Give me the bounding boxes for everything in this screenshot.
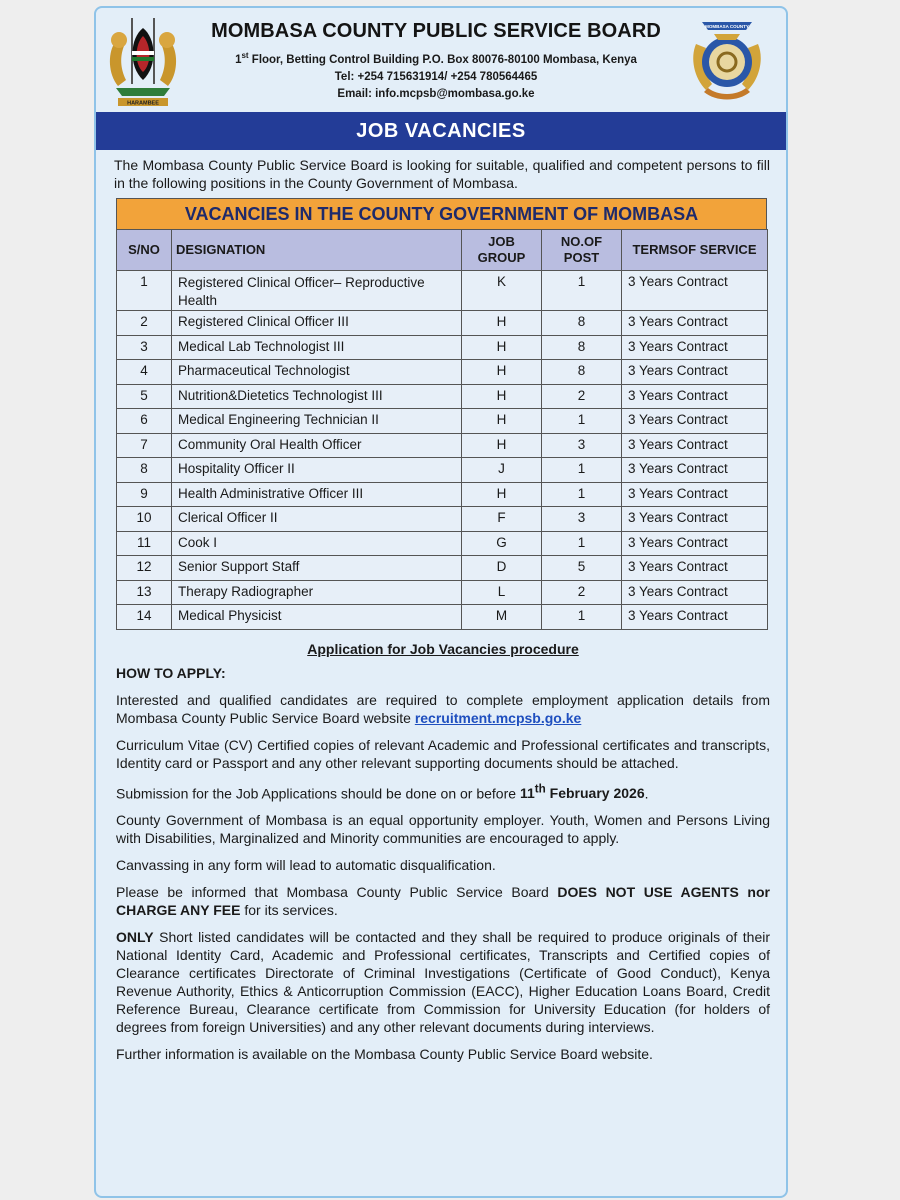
- cell-posts: 8: [542, 311, 622, 336]
- cell-posts: 1: [542, 531, 622, 556]
- svg-text:MOMBASA COUNTY: MOMBASA COUNTY: [705, 24, 749, 29]
- paragraph-deadline: Submission for the Job Applications should be done on or before 11th February 2026.: [116, 782, 649, 802]
- cell-posts: 3: [542, 433, 622, 458]
- vacancies-table: [116, 229, 768, 630]
- cell-terms: 3 Years Contract: [622, 605, 768, 630]
- cell-group: H: [462, 482, 542, 507]
- cell-posts: 8: [542, 335, 622, 360]
- cell-designation: Medical Lab Technologist III: [172, 335, 462, 360]
- table-row: [117, 605, 768, 630]
- cell-group: H: [462, 433, 542, 458]
- cell-sno: 10: [117, 507, 172, 532]
- col-header-designation: DESIGNATION: [172, 230, 462, 271]
- table-row: [117, 580, 768, 605]
- cell-sno: 14: [117, 605, 172, 630]
- cell-group: H: [462, 311, 542, 336]
- cell-posts: 2: [542, 384, 622, 409]
- table-row: [117, 409, 768, 434]
- col-header-sno: S/NO: [117, 230, 172, 271]
- cell-terms: 3 Years Contract: [622, 556, 768, 581]
- cell-sno: 3: [117, 335, 172, 360]
- paragraph-shortlisted: ONLY Short listed candidates will be contacted and they shall be required to produce originals of their National Identity Card, Academic and Professional certificates, Transcripts and Certified copies of Clearance certificates Directorate of Criminal Investigations (Certificate of Good Conduct), Kenya Revenue Authority, Ethics & Anticorruption Commission (EACC), Higher Education Loans Board, Credit Reference Bureau, Clearance certificate from Commission for University Education (for holders of degrees from foreign Universities) and any other relevant documents during interviews.: [116, 929, 770, 1036]
- table-row: [117, 556, 768, 581]
- cell-terms: 3 Years Contract: [622, 409, 768, 434]
- cell-designation: Community Oral Health Officer: [172, 433, 462, 458]
- email-line: Email: info.mcpsb@mombasa.go.ke: [337, 87, 535, 100]
- cell-group: F: [462, 507, 542, 532]
- cell-posts: 8: [542, 360, 622, 385]
- cell-sno: 7: [117, 433, 172, 458]
- cell-group: H: [462, 360, 542, 385]
- cell-designation: Registered Clinical Officer– Reproductive Health: [172, 271, 462, 311]
- cell-group: H: [462, 335, 542, 360]
- svg-text:HARAMBEE: HARAMBEE: [127, 100, 159, 107]
- table-row: [117, 482, 768, 507]
- cell-designation: Pharmaceutical Technologist: [172, 360, 462, 385]
- table-row: [117, 458, 768, 483]
- mombasa-county-seal-icon: [686, 14, 768, 108]
- cell-designation: Senior Support Staff: [172, 556, 462, 581]
- cell-group: K: [462, 271, 542, 311]
- cell-terms: 3 Years Contract: [622, 335, 768, 360]
- table-row: [117, 433, 768, 458]
- cell-designation: Cook I: [172, 531, 462, 556]
- cell-designation: Clerical Officer II: [172, 507, 462, 532]
- intro-text: The Mombasa County Public Service Board is looking for suitable, qualified and competent persons to fill in the following positions in the County Government of Mombasa.: [114, 157, 770, 191]
- table-row: [117, 335, 768, 360]
- paragraph-further-info: Further information is available on the Mombasa County Public Service Board website.: [116, 1046, 653, 1063]
- cell-designation: Medical Engineering Technician II: [172, 409, 462, 434]
- address-block: [206, 47, 666, 103]
- telephone-line: Tel: +254 715631914/ +254 780564465: [334, 70, 538, 83]
- table-row: [117, 311, 768, 336]
- cell-terms: 3 Years Contract: [622, 311, 768, 336]
- cell-sno: 1: [117, 271, 172, 311]
- org-name: MOMBASA COUNTY PUBLIC SERVICE BOARD: [211, 20, 661, 42]
- cell-designation: Medical Physicist: [172, 605, 462, 630]
- cell-designation: Therapy Radiographer: [172, 580, 462, 605]
- cell-sno: 2: [117, 311, 172, 336]
- procedure-title: Application for Job Vacancies procedure: [307, 640, 579, 657]
- cell-posts: 1: [542, 409, 622, 434]
- procedure-section: [96, 640, 786, 1064]
- cell-sno: 6: [117, 409, 172, 434]
- cell-group: M: [462, 605, 542, 630]
- recruitment-website-link[interactable]: recruitment.mcpsb.go.ke: [414, 709, 582, 726]
- table-row: [117, 507, 768, 532]
- cell-posts: 2: [542, 580, 622, 605]
- cell-sno: 12: [117, 556, 172, 581]
- cell-sno: 5: [117, 384, 172, 409]
- paragraph-no-agents: Please be informed that Mombasa County Public Service Board DOES NOT USE AGENTS nor CHARGE ANY FEE for its services.: [116, 884, 770, 919]
- cell-posts: 3: [542, 507, 622, 532]
- cell-posts: 1: [542, 605, 622, 630]
- job-vacancies-banner: JOB VACANCIES: [96, 112, 786, 150]
- cell-terms: 3 Years Contract: [622, 507, 768, 532]
- table-row: [117, 360, 768, 385]
- cell-posts: 1: [542, 271, 622, 311]
- cell-designation: Health Administrative Officer III: [172, 482, 462, 507]
- paragraph-equal-opportunity: County Government of Mombasa is an equal opportunity employer. Youth, Women and Persons Living with Disabilities, Marginalized and Minority communities are encouraged to apply.: [116, 812, 770, 847]
- cell-group: H: [462, 384, 542, 409]
- cell-group: G: [462, 531, 542, 556]
- cell-group: L: [462, 580, 542, 605]
- paragraph-apply-online: Interested and qualified candidates are required to complete employment application details from Mombasa County Public Service Board website recruitment.mcpsb.go.ke: [116, 691, 770, 726]
- table-row: [117, 271, 768, 311]
- table-row: [117, 531, 768, 556]
- col-header-no-of-post: NO.OF POST: [542, 230, 622, 271]
- cell-sno: 13: [117, 580, 172, 605]
- cell-sno: 4: [117, 360, 172, 385]
- cell-sno: 8: [117, 458, 172, 483]
- table-row: [117, 384, 768, 409]
- cell-posts: 5: [542, 556, 622, 581]
- kenya-coat-of-arms-icon: [102, 14, 184, 108]
- cell-posts: 1: [542, 482, 622, 507]
- header: [96, 8, 786, 112]
- cell-terms: 3 Years Contract: [622, 531, 768, 556]
- address-line: 1st Floor, Betting Control Building P.O. Box 80076-80100 Mombasa, Kenya: [235, 51, 637, 66]
- cell-terms: 3 Years Contract: [622, 271, 768, 311]
- cell-designation: Registered Clinical Officer III: [172, 311, 462, 336]
- cell-designation: Nutrition&Dietetics Technologist III: [172, 384, 462, 409]
- cell-terms: 3 Years Contract: [622, 580, 768, 605]
- col-header-terms: TERMSOF SERVICE: [622, 230, 768, 271]
- header-text: [206, 20, 666, 103]
- cell-terms: 3 Years Contract: [622, 384, 768, 409]
- cell-designation: Hospitality Officer II: [172, 458, 462, 483]
- paragraph-canvassing: Canvassing in any form will lead to automatic disqualification.: [116, 857, 496, 874]
- cell-terms: 3 Years Contract: [622, 433, 768, 458]
- how-to-apply-heading: HOW TO APPLY:: [116, 664, 226, 681]
- cell-group: J: [462, 458, 542, 483]
- cell-terms: 3 Years Contract: [622, 458, 768, 483]
- cell-terms: 3 Years Contract: [622, 360, 768, 385]
- cell-group: D: [462, 556, 542, 581]
- cell-sno: 11: [117, 531, 172, 556]
- col-header-job-group: JOB GROUP: [462, 230, 542, 271]
- cell-terms: 3 Years Contract: [622, 482, 768, 507]
- paragraph-documents: Curriculum Vitae (CV) Certified copies of relevant Academic and Professional certificates and transcripts, Identity card or Passport and any other relevant supporting documents should be attached.: [116, 736, 770, 771]
- cell-posts: 1: [542, 458, 622, 483]
- vacancy-notice: [94, 6, 788, 1198]
- cell-group: H: [462, 409, 542, 434]
- cell-sno: 9: [117, 482, 172, 507]
- table-header-row: [117, 230, 768, 271]
- vacancies-title: VACANCIES IN THE COUNTY GOVERNMENT OF MOMBASA: [116, 198, 767, 229]
